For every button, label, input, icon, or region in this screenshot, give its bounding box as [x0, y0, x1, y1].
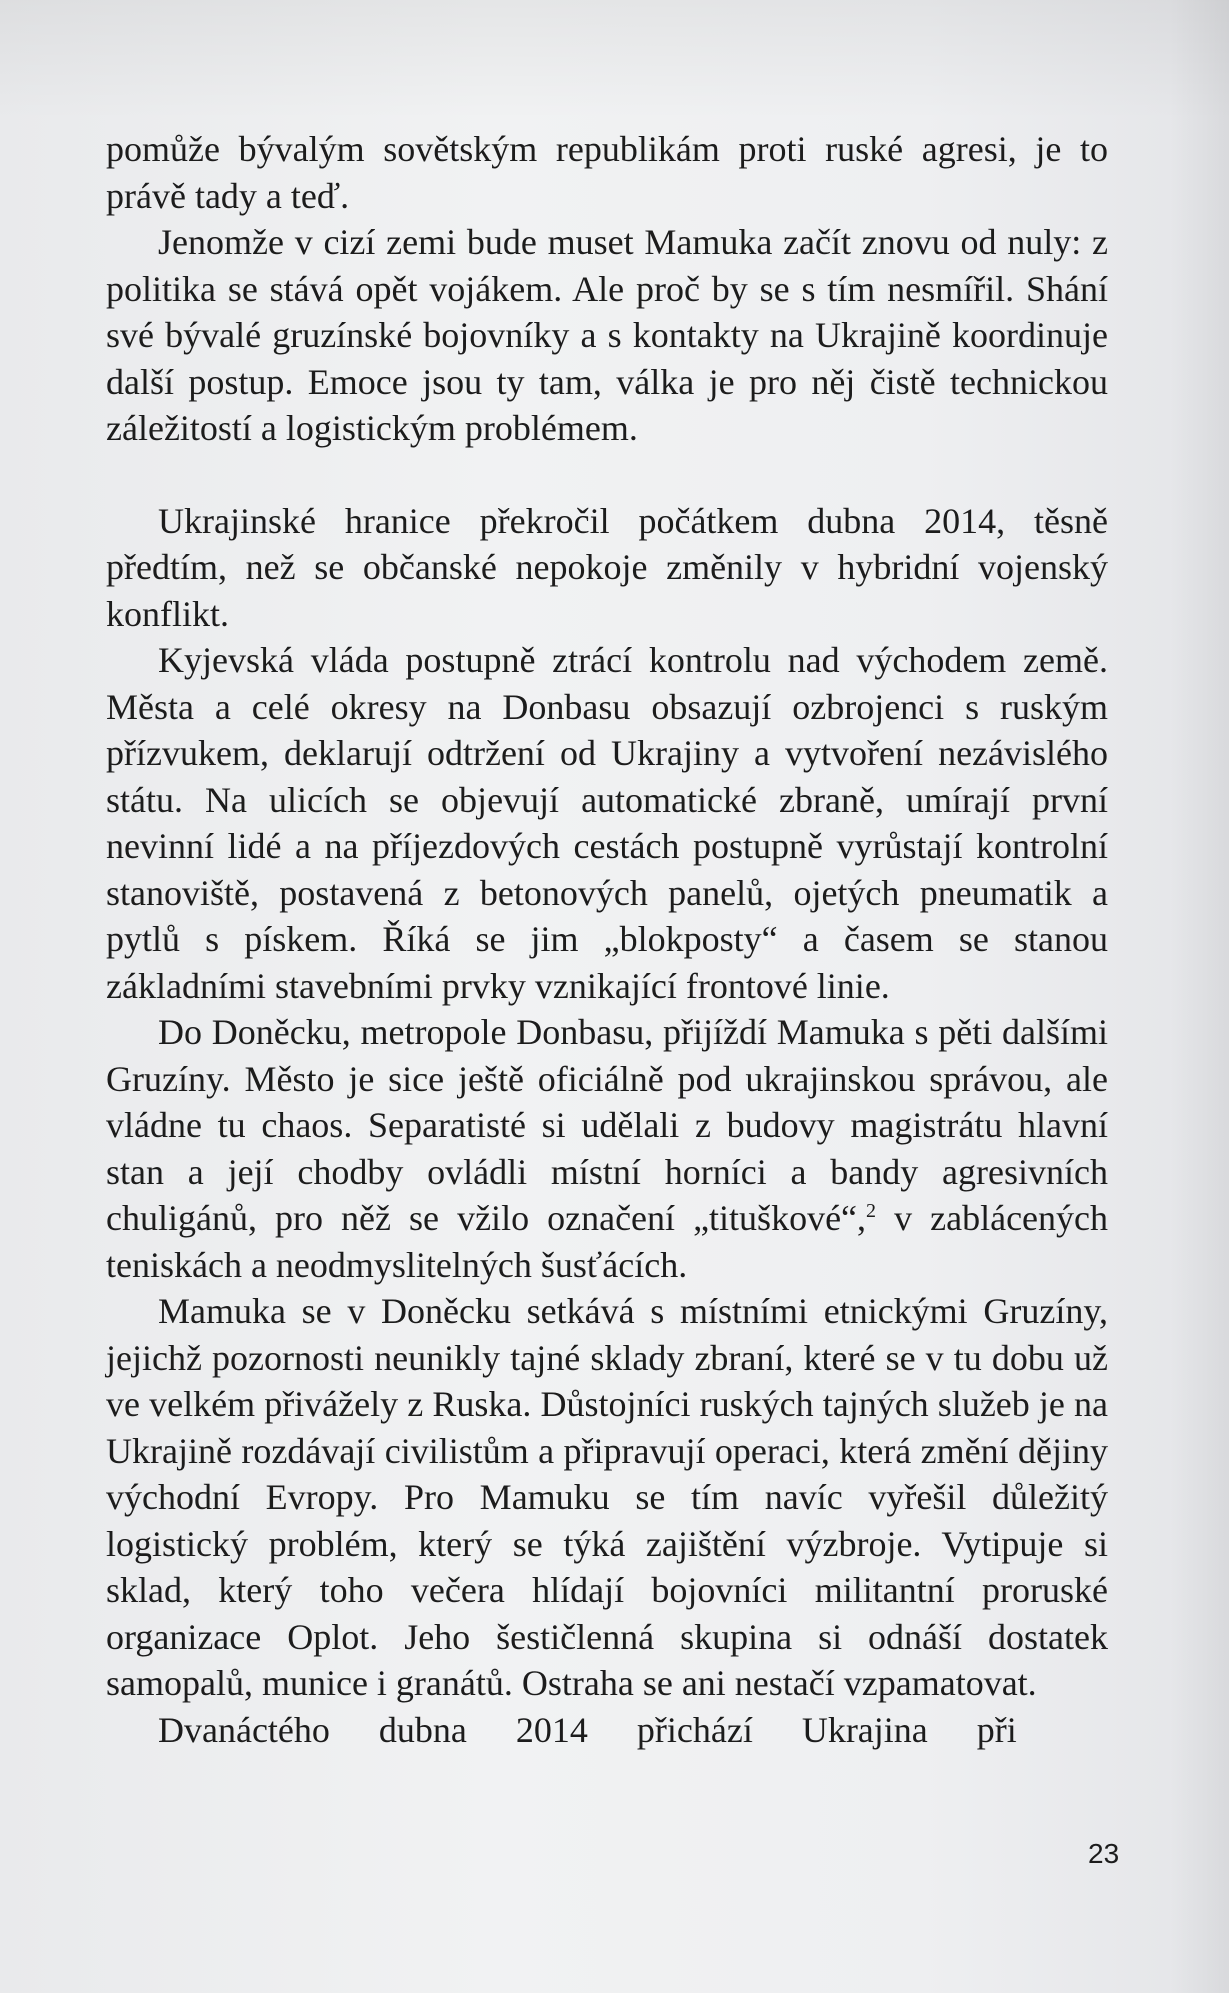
page-number: 23: [1088, 1838, 1120, 1869]
paragraph-twelfth-april: Dvanáctého dubna 2014 přichází Ukrajina při: [158, 1709, 1017, 1750]
paragraph-border-crossing: Ukrajinské hranice překročil počátkem dubna 2014, těsně předtím, než se občanské nepokoje změnily v hybridní vojenský konflikt.: [106, 500, 1108, 634]
footnote-marker: 2: [866, 1200, 877, 1222]
body-text: [106, 126, 1108, 1753]
paragraph-weapons-depot: Mamuka se v Doněcku setkává s místními etnickými Gruzíny, jejichž pozornosti neunikly tajné sklady zbraní, které se v tu dobu už ve velkém přivážely z Ruska. Důstojníci ruských tajných služeb je na Ukrajině rozdávají civilistům a připravují operaci, která změní dějiny východní Evropy. Pro Mamuku se tím navíc vyřešil důležitý logistický problém, který se týká zajištění výzbroje. Vytipuje si sklad, který toho večera hlídají bojovníci militantní proruské organizace Oplot. Jeho šestičlenná skupina si odnáší dostatek samopalů, munice i granátů. Ostraha se ani nestačí vzpamatovat.: [106, 1291, 1108, 1703]
page-shadow-top: [0, 0, 1229, 120]
paragraph-kyiv-control: Kyjevská vláda postupně ztrácí kontrolu nad východem země. Města a celé okresy na Donbasu obsazují ozbrojenci s ruským přízvukem, deklarují odtržení od Ukrajiny a vytvoření nezávislého státu. Na ulicích se objevují automatické zbraně, umírají první nevinní lidé a na příjezdových cestách postupně vyrůstají kontrolní stanoviště, postavená z betonových panelů, ojetých pneumatik a pytlů s pískem. Říká se jim „blokposty“ a časem se stanou základními stavebními prvky vznikající frontové linie.: [106, 640, 1108, 1006]
paragraph-continuation: pomůže bývalým sovětským republikám proti ruské agresi, je to právě tady a teď.: [106, 129, 1108, 216]
page-shadow-right: [1169, 0, 1229, 1993]
paragraph-donetsk: [106, 1009, 1108, 1288]
paragraph-donetsk-text-end: v zablácených teniskách a neodmyslitelných šusťácích.: [106, 1198, 1108, 1285]
paragraph-donetsk-text: Do Doněcku, metropole Donbasu, přijíždí Mamuka s pěti dalšími Gruzíny. Město je sice ještě oficiálně pod ukrajinskou správou, ale vládne tu chaos. Separatisté si udělali z budovy magistrátu hlavní stan a její chodby ovládli místní horníci a bandy agresivních chuligánů, pro něž se vžilo označení „tituškové“,: [106, 1012, 1108, 1238]
paragraph-mamuka-emigration: Jenomže v cizí zemi bude muset Mamuka začít znovu od nuly: z politika se stává opět vojákem. Ale proč by se s tím nesmířil. Shání své bývalé gruzínské bojovníky a s kontakty na Ukrajině koordinuje další postup. Emoce jsou ty tam, válka je pro něj čistě technickou záležitostí a logistickým problémem.: [106, 222, 1108, 448]
